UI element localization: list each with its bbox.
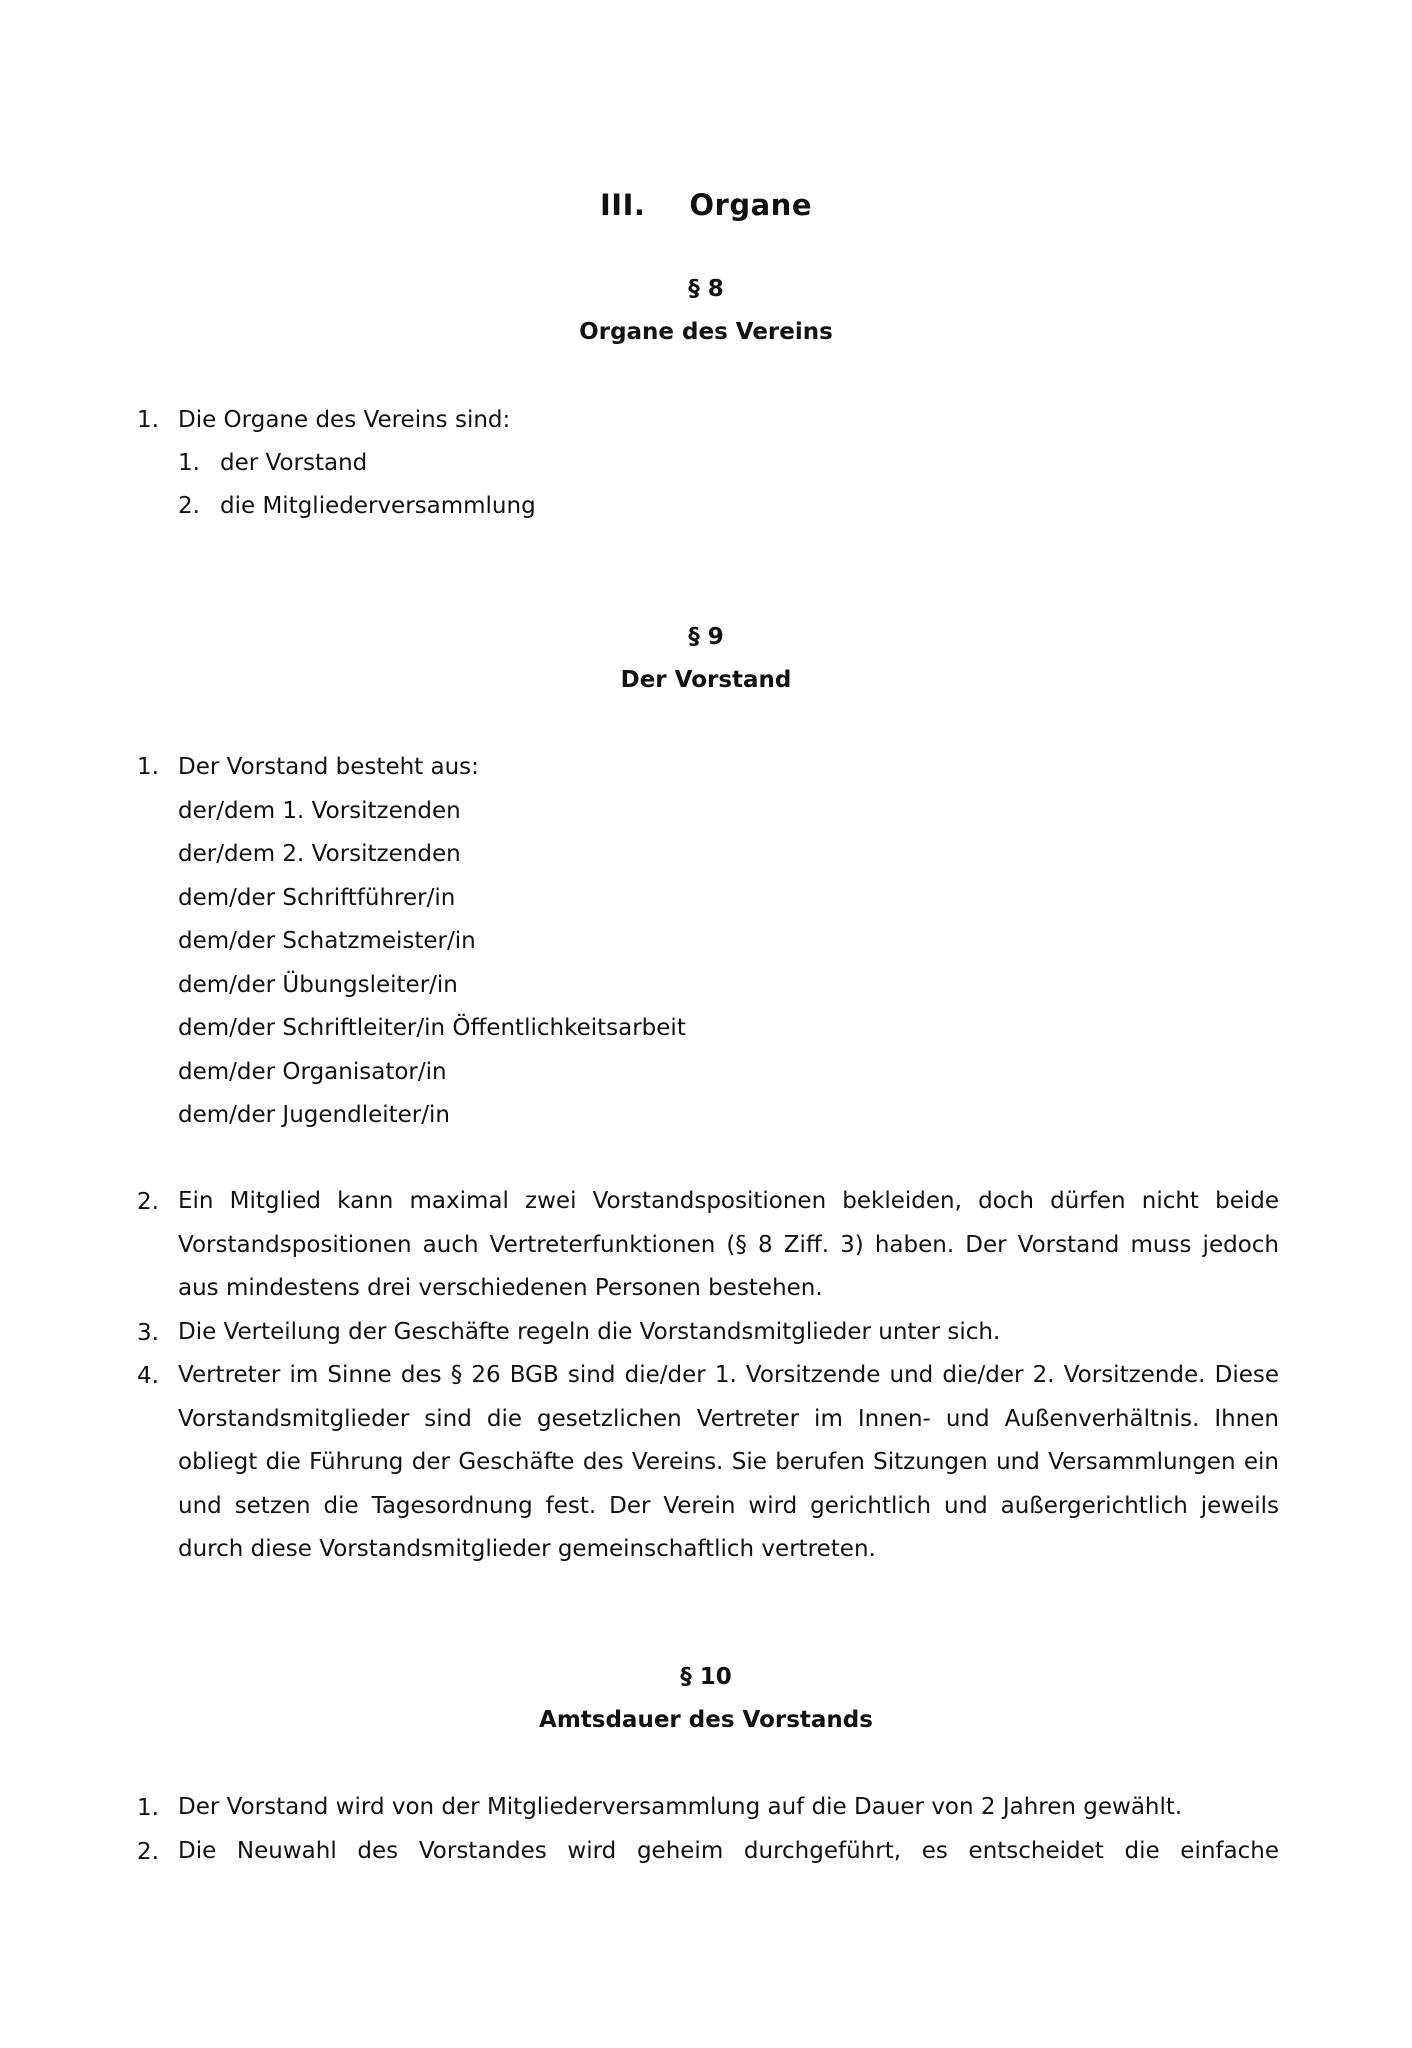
list-item-paragraph: Die Neuwahl des Vorstandes wird geheim durchgeführt, es entscheidet die einfache (178, 1838, 1279, 1864)
list-item-paragraph: Vertreter im Sinne des § 26 BGB sind die/der 1. Vorsitzende und die/der 2. Vorsitzende. Diese Vorstandsmitglieder sind die gesetzlichen Vertreter im Innen- und Außenverhältnis. Ihnen obliegt die Führung der Geschäfte des Vereins. Sie berufen Sitzungen und Versammlungen ein und setzen die Tagesordnung fest. Der Verein wird gerichtlich und außergerichtlich jeweils durch diese Vorstandsmitglieder gemeinschaftlich vertreten. (178, 1362, 1279, 1562)
board-member-line: dem/der Schriftführer/in (178, 885, 456, 911)
sub-list-marker: 2. (178, 493, 200, 519)
sub-list-item-text: der Vorstand (220, 450, 368, 476)
board-member-line: dem/der Organisator/in (178, 1059, 447, 1085)
chapter-heading (0, 188, 1412, 222)
list-marker: 4. (137, 1363, 159, 1389)
list-marker: 1. (137, 1795, 159, 1821)
list-marker: 1. (137, 754, 159, 780)
section-title: Organe des Vereins (579, 319, 833, 345)
section-number: § 9 (688, 624, 724, 650)
list-marker: 3. (137, 1320, 159, 1346)
list-item-paragraph: Ein Mitglied kann maximal zwei Vorstandspositionen bekleiden, doch dürfen nicht beide Vorstandspositionen auch Vertreterfunktionen (§ 8 Ziff. 3) haben. Der Vorstand muss jedoch aus mindestens drei verschiedenen Personen bestehen. (178, 1188, 1279, 1301)
list-marker: 2. (137, 1839, 159, 1865)
list-item-text: Die Organe des Vereins sind: (178, 407, 511, 433)
list-item-paragraph: Der Vorstand wird von der Mitgliederversammlung auf die Dauer von 2 Jahren gewählt. (178, 1794, 1183, 1820)
board-member-line: dem/der Übungsleiter/in (178, 972, 458, 998)
board-member-line: dem/der Schriftleiter/in Öffentlichkeitsarbeit (178, 1015, 686, 1041)
section-title: Der Vorstand (620, 667, 792, 693)
board-member-line: der/dem 1. Vorsitzenden (178, 798, 461, 824)
list-marker: 2. (137, 1189, 159, 1215)
sub-list-marker: 1. (178, 450, 200, 476)
board-member-line: dem/der Schatzmeister/in (178, 928, 476, 954)
list-marker: 1. (137, 407, 159, 433)
chapter-title: Organe (689, 188, 812, 222)
section-number: § 10 (680, 1664, 732, 1690)
board-member-line: dem/der Jugendleiter/in (178, 1102, 450, 1128)
board-member-line: der/dem 2. Vorsitzenden (178, 841, 461, 867)
sub-list-item-text: die Mitgliederversammlung (220, 493, 536, 519)
section-number: § 8 (688, 276, 724, 302)
chapter-number: III. (600, 188, 646, 222)
list-item-text: Der Vorstand besteht aus: (178, 754, 479, 780)
section-title: Amtsdauer des Vorstands (539, 1707, 873, 1733)
list-item-paragraph: Die Verteilung der Geschäfte regeln die Vorstandsmitglieder unter sich. (178, 1319, 1001, 1345)
